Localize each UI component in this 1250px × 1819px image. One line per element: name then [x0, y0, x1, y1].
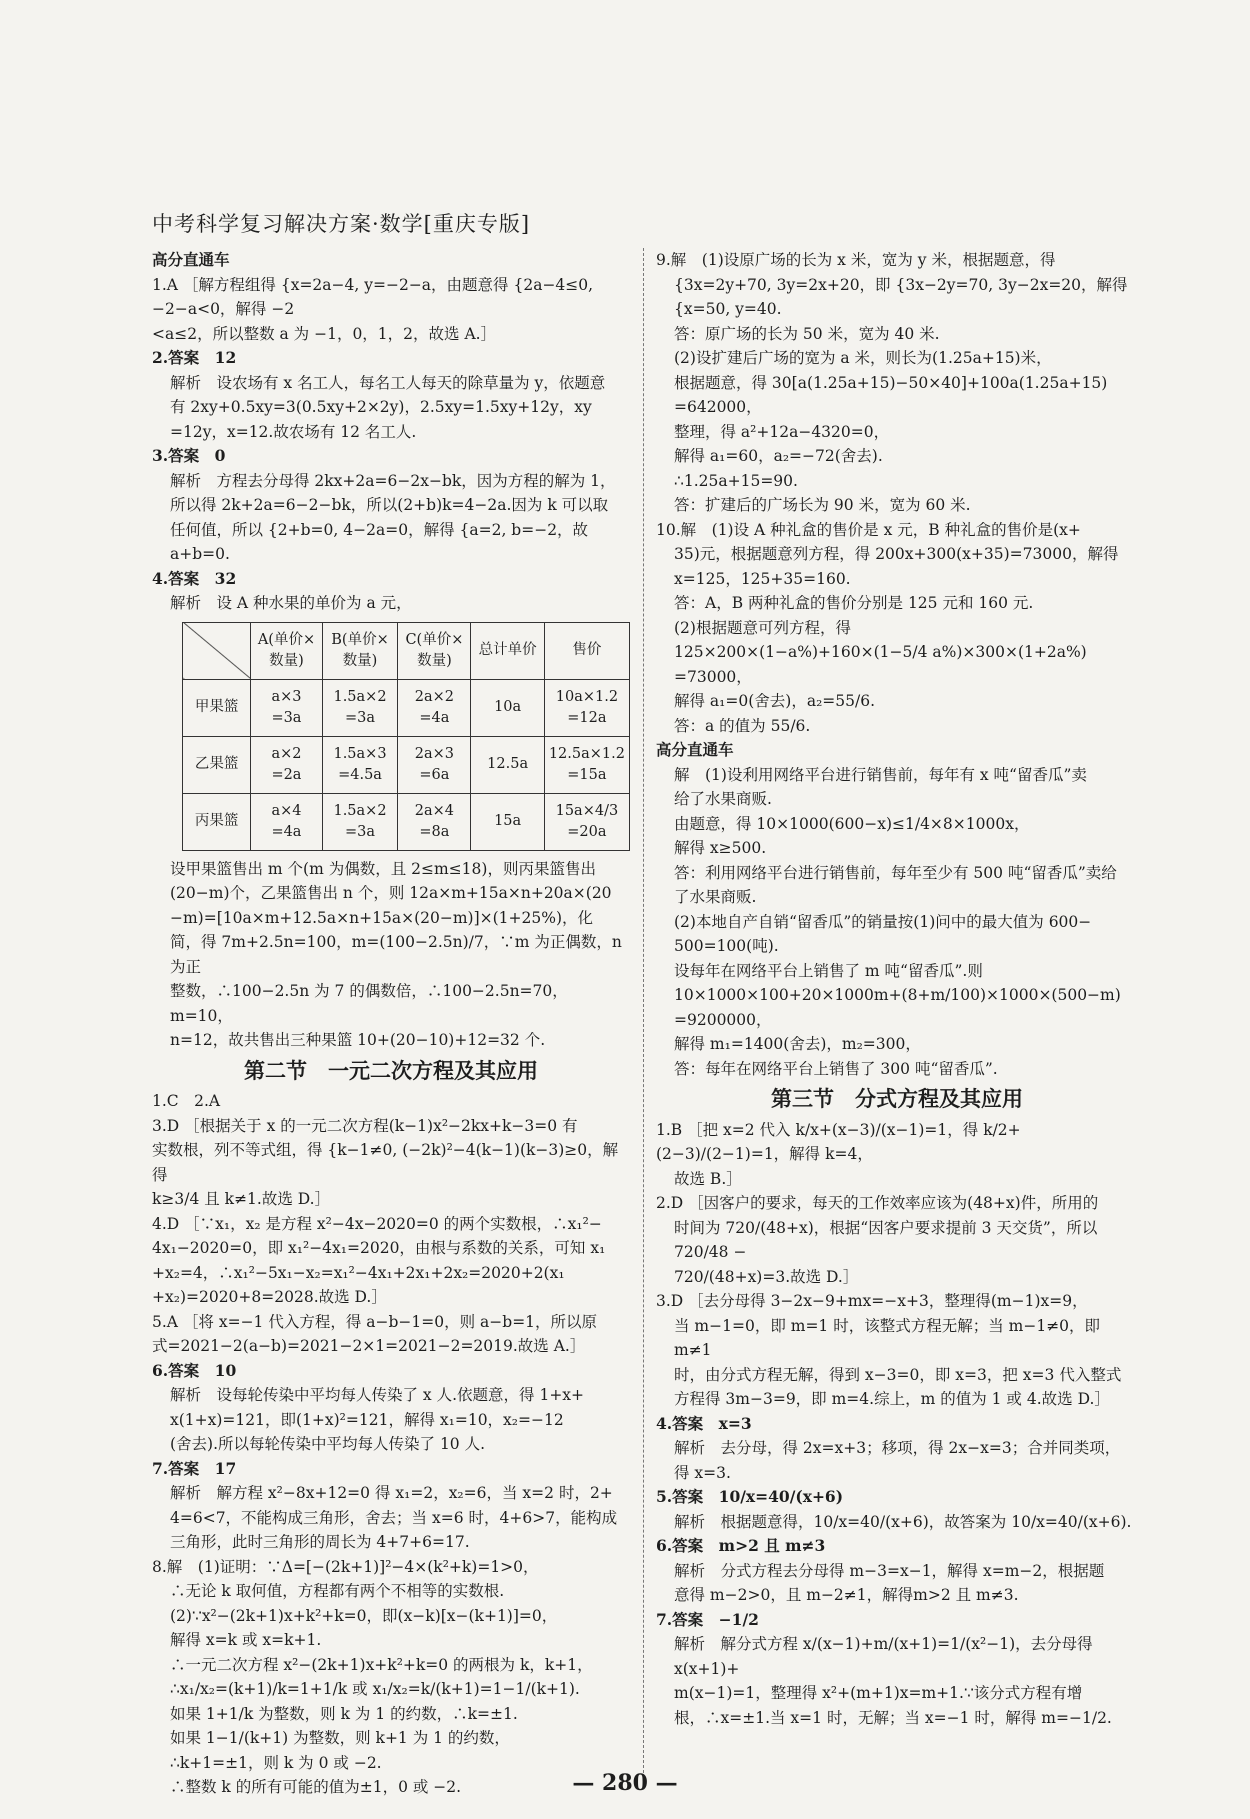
text-line: 如果 1−1/(k+1) 为整数，则 k+1 为 1 的约数，: [170, 1729, 510, 1747]
text-line: (2)∵x²−(2k+1)x+k²+k=0，即(x−k)[x−(k+1)]=0，: [170, 1606, 558, 1625]
text-line: n=12，故共售出三种果篮 10+(20−10)+12=32 个.: [170, 1031, 546, 1049]
text-line: 解析 设 A 种水果的单价为 a 元，: [170, 594, 412, 612]
text-line: 答：扩建后的广场长为 90 米，宽为 60 米.: [674, 496, 971, 514]
table-cell: 12.5a×1.2 =15a: [544, 736, 629, 793]
row-label: 乙果篮: [183, 736, 251, 793]
table-cell: 2a×2 =4a: [398, 679, 471, 736]
text-line: (舍去).所以每轮传染中平均每人传染了 10 人.: [170, 1435, 486, 1453]
text-line: 高分直通车: [656, 740, 734, 759]
text-line: 答：每年在网络平台上销售了 300 吨“留香瓜”.: [674, 1059, 998, 1078]
text-line: 方程得 3m−3=9，即 m=4.综上，m 的值为 1 或 4.故选 D.］: [674, 1390, 1110, 1408]
text-line: 给了水果商贩.: [674, 790, 772, 808]
text-line: (20−m)个，乙果篮售出 n 个，则 12a×m+15a×n+20a×(20: [170, 884, 612, 902]
text-line: 高分直通车: [152, 250, 230, 269]
table-header-cell: C(单价×数量): [398, 622, 471, 679]
table-row: [183, 736, 630, 793]
table-cell: a×4 =4a: [251, 793, 322, 850]
table-cell: a×2 =2a: [251, 736, 322, 793]
text-line: 4x₁−2020=0，即 x₁²−4x₁=2020，由根与系数的关系，可知 x₁: [152, 1239, 606, 1257]
text-line: 解析 去分母，得 2x=x+3；移项，得 2x−x=3；合并同类项，: [674, 1439, 1121, 1457]
text-line: 时，由分式方程无解，得到 x−3=0，即 x=3，把 x=3 代入整式: [674, 1365, 1122, 1384]
text-line: 解析 解分式方程 x/(x−1)+m/(x+1)=1/(x²−1)，去分母得 x(x+1)+: [674, 1635, 1093, 1678]
text-line: 7.答案 −1/2: [656, 1609, 759, 1629]
text-line: 简，得 7m+2.5n=100，m=(100−2.5n)/7，∵m 为正偶数，n 为正: [170, 933, 622, 976]
text-line: +x₂=4，∴x₁²−5x₁−x₂=x₁²−4x₁+2x₁+2x₂=2020+2(x₁: [152, 1263, 565, 1282]
text-line: 设甲果篮售出 m 个(m 为偶数，且 2≤m≤18)，则丙果篮售出: [170, 859, 596, 878]
text-line: x=125，125+35=160.: [674, 569, 851, 588]
text-line: 解析 解方程 x²−8x+12=0 得 x₁=2，x₂=6，当 x=2 时，2+: [170, 1484, 613, 1502]
text-line: 所以得 2k+2a=6−2−bk，所以(2+b)k=4−2a.因为 k 可以取: [170, 496, 609, 514]
text-line: 1.C 2.A: [152, 1092, 221, 1110]
text-line: 125×200×(1−a%)+160×(1−5/4 a%)×300×(1+2a%): [674, 643, 1087, 661]
text-line: 当 m−1=0，即 m=1 时，该整式方程无解；当 m−1≠0，即 m≠1: [674, 1316, 1101, 1359]
table-cell: 1.5a×3 =4.5a: [322, 736, 398, 793]
table-cell: 1.5a×2 =3a: [322, 793, 398, 850]
text-line: 三角形，此时三角形的周长为 4+7+6=17.: [170, 1533, 470, 1551]
text-line: 2.答案 12: [152, 348, 237, 367]
text-line: 解析 设农场有 x 名工人，每名工人每天的除草量为 y，依题意: [170, 373, 606, 392]
page-header: 中考科学复习解决方案·数学[重庆专版]: [152, 212, 531, 236]
text-line: 根，∴x=±1.当 x=1 时，无解；当 x=−1 时，解得 m=−1/2.: [674, 1708, 1112, 1727]
text-line: 4.答案 x=3: [656, 1413, 752, 1433]
right-column: [656, 248, 1138, 1730]
table-row: [183, 679, 630, 736]
text-line: 500=100(吨).: [674, 937, 779, 955]
fruit-basket-table: [182, 622, 630, 851]
text-line: 答：A，B 两种礼盒的售价分别是 125 元和 160 元.: [674, 594, 1034, 612]
table-cell: a×3 =3a: [251, 679, 322, 736]
text-line: 故选 B.］: [674, 1169, 742, 1188]
right-block-1: [656, 248, 1138, 1081]
text-line: 3.答案 0: [152, 446, 226, 465]
text-line: 7.答案 17: [152, 1458, 237, 1478]
text-line: 35)元，根据题意列方程，得 200x+300(x+35)=73000，解得: [674, 545, 1119, 563]
text-line: =12y，x=12.故农场有 12 名工人.: [170, 422, 417, 441]
text-line: 解得 a₁=60，a₂=−72(舍去).: [674, 447, 883, 465]
text-line: ∴k+1=±1，则 k 为 0 或 −2.: [170, 1753, 382, 1772]
text-line: 解 (1)设利用网络平台进行销售前，每年有 x 吨“留香瓜”卖: [674, 765, 1087, 784]
section-title-2: 第二节 一元二次方程及其应用: [244, 1057, 538, 1083]
text-line: 4.D ［∵x₁，x₂ 是方程 x²−4x−2020=0 的两个实数根，∴x₁²−: [152, 1214, 602, 1233]
text-line: 4=6<7，不能构成三角形，舍去；当 x=6 时，4+6>7，能构成: [170, 1508, 618, 1527]
text-line: 解得 a₁=0(舍去)，a₂=55/6.: [674, 692, 876, 710]
text-line: 如果 1+1/k 为整数，则 k 为 1 的约数，∴k=±1.: [170, 1704, 518, 1723]
text-line: 1.B ［把 x=2 代入 k/x+(x−3)/(x−1)=1，得 k/2+(2−3)/(2−1)=1，解得 k=4，: [656, 1120, 1021, 1163]
text-line: 有 2xy+0.5xy=3(0.5xy+2×2y)，2.5xy=1.5xy+12y，xy: [170, 398, 592, 416]
table-cell: 10a×1.2 =12a: [544, 679, 629, 736]
table-cell: 2a×3 =6a: [398, 736, 471, 793]
column-divider: [643, 248, 644, 1778]
right-block-2: [656, 1118, 1138, 1731]
text-line: 3.D ［去分母得 3−2x−9+mx=−x+3，整理得(m−1)x=9，: [656, 1292, 1088, 1310]
text-line: (2)本地自产自销“留香瓜”的销量按(1)问中的最大值为 600−: [674, 912, 1092, 931]
table-corner-cell: [183, 622, 251, 679]
text-line: m(x−1)=1，整理得 x²+(m+1)x=m+1.∵该分式方程有增: [674, 1684, 1083, 1702]
text-line: x(1+x)=121，即(1+x)²=121，解得 x₁=10，x₂=−12: [170, 1410, 564, 1429]
text-line: 6.答案 m>2 且 m≠3: [656, 1536, 826, 1555]
table-cell: 1.5a×2 =3a: [322, 679, 398, 736]
text-line: (2)设扩建后广场的宽为 a 米，则长为(1.25a+15)米，: [674, 349, 1052, 367]
text-line: 解得 x=k 或 x=k+1.: [170, 1631, 322, 1649]
text-line: (2)根据题意可列方程，得: [674, 618, 851, 637]
text-line: <a≤2，所以整数 a 为 −1，0，1，2，故选 A.］: [152, 324, 497, 343]
text-line: 10×1000×100+20×1000m+(8+m/100)×1000×(500−m): [674, 986, 1121, 1004]
text-line: 了水果商贩.: [674, 888, 757, 906]
text-line: 9.解 (1)设原广场的长为 x 米，宽为 y 米，根据题意，得: [656, 251, 1056, 269]
text-line: ∴x₁/x₂=(k+1)/k=1+1/k 或 x₁/x₂=k/(k+1)=1−1/(k+1).: [170, 1680, 580, 1698]
text-line: ∴无论 k 取何值，方程都有两个不相等的实数根.: [170, 1582, 505, 1600]
text-line: 整理，得 a²+12a−4320=0，: [674, 422, 890, 441]
text-line: =9200000，: [674, 1010, 772, 1029]
text-line: 时间为 720/(48+x)，根据“因客户要求提前 3 天交货”，所以 720/48 −: [674, 1218, 1098, 1261]
text-line: 6.答案 10: [152, 1360, 237, 1380]
text-line: 得 x=3.: [674, 1463, 731, 1482]
text-line: 答：利用网络平台进行销售前，每年至少有 500 吨“留香瓜”卖给: [674, 863, 1117, 882]
text-line: 任何值，所以 {2+b=0, 4−2a=0，解得 {a=2, b=−2，故 a+b=0.: [170, 520, 589, 563]
table-cell: 15a: [471, 793, 544, 850]
text-line: 式=2021−2(a−b)=2021−2×1=2021−2=2019.故选 A.］: [152, 1337, 586, 1355]
table-header-cell: A(单价×数量): [251, 622, 322, 679]
text-line: 实数根，列不等式组，得 {k−1≠0, (−2k)²−4(k−1)(k−3)≥0，解得: [152, 1141, 619, 1184]
text-line: 720/(48+x)=3.故选 D.］: [674, 1267, 859, 1286]
text-line: 由题意，得 10×1000(600−x)≤1/4×8×1000x，: [674, 814, 1030, 833]
text-line: −m)=[10a×m+12.5a×n+15a×(20−m)]×(1+25%)，化: [170, 908, 593, 927]
text-line: 答：原广场的长为 50 米，宽为 40 米.: [674, 324, 940, 343]
text-line: ∴整数 k 的所有可能的值为±1，0 或 −2.: [170, 1778, 462, 1796]
text-line: 解析 分式方程去分母得 m−3=x−1，解得 x=m−2，根据题: [674, 1561, 1105, 1580]
text-line: 4.答案 32: [152, 568, 237, 588]
text-line: 设每年在网络平台上销售了 m 吨“留香瓜”.则: [674, 961, 983, 980]
left-block-1: [152, 248, 630, 616]
text-line: k≥3/4 且 k≠1.故选 D.］: [152, 1190, 331, 1208]
text-line: 意得 m−2>0，且 m−2≠1，解得m>2 且 m≠3.: [674, 1586, 1019, 1604]
table-row: [183, 793, 630, 850]
text-line: +x₂)=2020+8=2028.故选 D.］: [152, 1288, 387, 1306]
text-line: 5.答案 10/x=40/(x+6): [656, 1487, 844, 1506]
table-header-row: [183, 622, 630, 679]
text-line: 解得 x≥500.: [674, 839, 767, 857]
text-line: 根据题意，得 30[a(1.25a+15)−50×40]+100a(1.25a+15): [674, 373, 1108, 392]
text-line: 1.A ［解方程组得 {x=2a−4, y=−2−a，由题意得 {2a−4≤0, −2−a<0，解得 −2: [152, 275, 594, 318]
table-header-cell: B(单价×数量): [322, 622, 398, 679]
text-line: 解得 m₁=1400(舍去)，m₂=300，: [674, 1035, 921, 1053]
text-line: 2.D ［因客户的要求，每天的工作效率应该为(48+x)件，所用的: [656, 1194, 1099, 1212]
text-line: {3x=2y+70, 3y=2x+20，即 {3x−2y=70, 3y−2x=20，解得 {x=50, y=40.: [674, 275, 1128, 318]
text-line: 解析 方程去分母得 2kx+2a=6−2x−bk，因为方程的解为 1，: [170, 471, 616, 490]
table-cell: 2a×4 =8a: [398, 793, 471, 850]
table-cell: 12.5a: [471, 736, 544, 793]
text-line: ∴一元二次方程 x²−(2k+1)x+k²+k=0 的两根为 k，k+1，: [170, 1655, 593, 1674]
left-block-2: [152, 857, 630, 1053]
text-line: 答：a 的值为 55/6.: [674, 716, 811, 735]
left-block-3: [152, 1089, 630, 1800]
table-header-cell: 售价: [544, 622, 629, 679]
text-line: 3.D ［根据关于 x 的一元二次方程(k−1)x²−2kx+k−3=0 有: [152, 1116, 578, 1135]
page-number: — 280 —: [572, 1770, 678, 1796]
table-cell: 10a: [471, 679, 544, 736]
text-line: 解析 根据题意得，10/x=40/(x+6)，故答案为 10/x=40/(x+6).: [674, 1512, 1132, 1531]
text-line: 解析 设每轮传染中平均每人传染了 x 人.依题意，得 1+x+: [170, 1386, 585, 1404]
text-line: 8.解 (1)证明：∵Δ=[−(2k+1)]²−4×(k²+k)=1>0，: [152, 1557, 539, 1576]
text-line: ∴1.25a+15=90.: [674, 471, 798, 490]
table-header-cell: 总计单价: [471, 622, 544, 679]
table-cell: 15a×4/3 =20a: [544, 793, 629, 850]
text-line: =642000，: [674, 398, 762, 416]
section-title-3: 第三节 分式方程及其应用: [771, 1086, 1023, 1111]
text-line: =73000，: [674, 667, 752, 686]
text-line: 10.解 (1)设 A 种礼盒的售价是 x 元，B 种礼盒的售价是(x+: [656, 520, 1081, 539]
row-label: 甲果篮: [183, 679, 251, 736]
left-column: [152, 248, 630, 1800]
row-label: 丙果篮: [183, 793, 251, 850]
text-line: 整数，∴100−2.5n 为 7 的偶数倍，∴100−2.5n=70，m=10，: [170, 982, 568, 1025]
text-line: 5.A ［将 x=−1 代入方程，得 a−b−1=0，则 a−b=1，所以原: [152, 1312, 598, 1331]
